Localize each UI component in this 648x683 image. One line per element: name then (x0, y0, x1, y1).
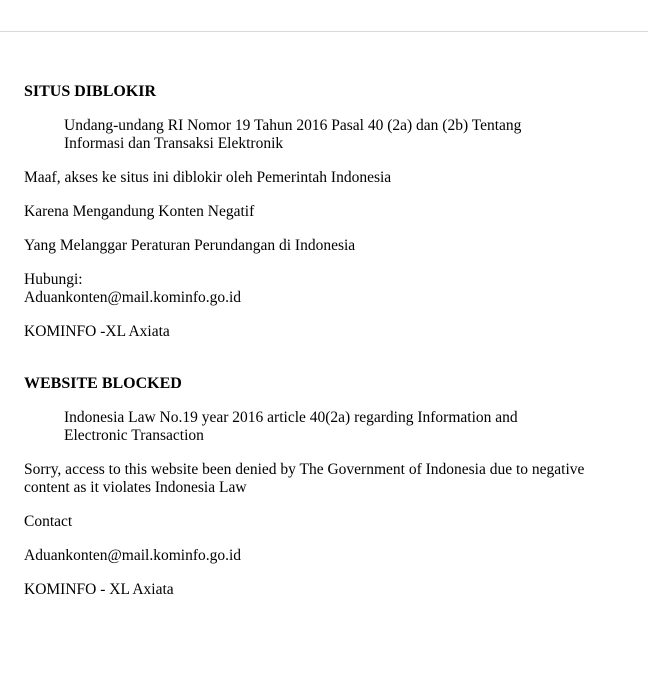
contact-label-en: Contact (24, 513, 73, 530)
top-divider (0, 31, 648, 32)
law-reference-en-line2: Electronic Transaction (64, 427, 204, 444)
law-reference-id-line1: Undang-undang RI Nomor 19 Tahun 2016 Pasal 40 (2a) dan (2b) Tentang (64, 117, 522, 134)
contact-email-id: Aduankonten@mail.kominfo.go.id (24, 289, 242, 306)
heading-situs-diblokir: SITUS DIBLOKIR (24, 83, 157, 100)
violation-id: Yang Melanggar Peraturan Perundangan di Indonesia (24, 237, 356, 254)
contact-block-id (24, 271, 241, 307)
blocked-message-en (24, 461, 584, 497)
law-reference-en-line1: Indonesia Law No.19 year 2016 article 40(2a) regarding Information and (64, 409, 518, 426)
footer-en: KOMINFO - XL Axiata (24, 581, 174, 598)
blocked-message-en-line1: Sorry, access to this website been denied by The Government of Indonesia due to negative (24, 461, 585, 478)
footer-id: KOMINFO -XL Axiata (24, 323, 170, 340)
blocked-message-id: Maaf, akses ke situs ini diblokir oleh Pemerintah Indonesia (24, 169, 392, 186)
law-reference-id-line2: Informasi dan Transaksi Elektronik (64, 135, 284, 152)
contact-email-en: Aduankonten@mail.kominfo.go.id (24, 547, 242, 564)
law-reference-en (64, 409, 518, 445)
heading-website-blocked: WEBSITE BLOCKED (24, 375, 182, 392)
reason-id: Karena Mengandung Konten Negatif (24, 203, 255, 220)
blocked-message-en-line2: content as it violates Indonesia Law (24, 479, 247, 496)
law-reference-id (64, 117, 521, 153)
contact-label-id: Hubungi: (24, 271, 83, 288)
